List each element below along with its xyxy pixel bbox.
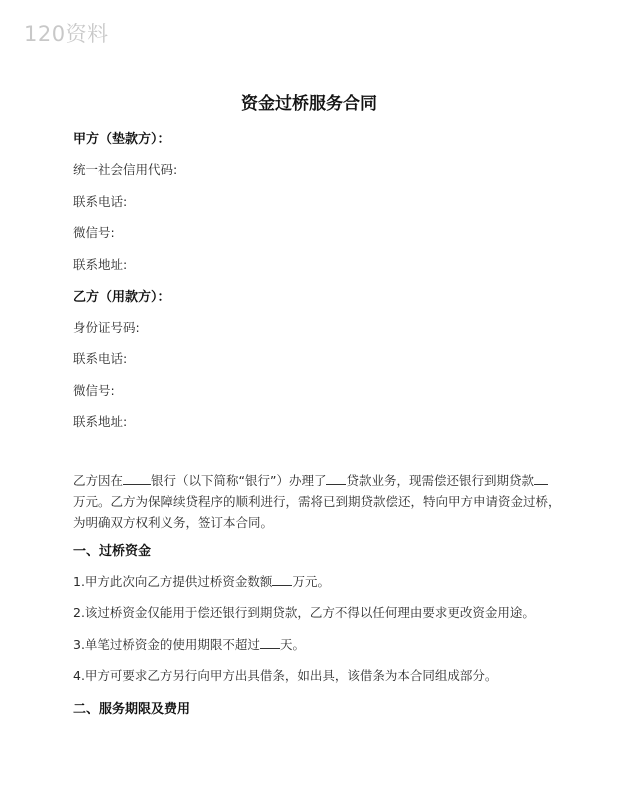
item-1-text-b: 万元。	[292, 574, 330, 589]
term-days-blank	[260, 636, 280, 649]
watermark: 120资料	[24, 22, 109, 46]
item-3-text-b: 天。	[279, 637, 305, 652]
intro-line-2: 万元。乙方为保障续贷程序的顺利进行，需将已到期贷款偿还，特向甲方申请资金过桥，	[73, 494, 561, 509]
intro-text-a: 乙方因在	[73, 473, 124, 488]
party-b-address-label: 联系地址:	[73, 414, 128, 429]
loan-type-blank	[326, 472, 346, 485]
party-a-wechat-label: 微信号:	[73, 225, 115, 240]
party-a-credit-code-label: 统一社会信用代码:	[73, 162, 178, 177]
party-a-phone-label: 联系电话:	[73, 194, 128, 209]
page-title: 资金过桥服务合同	[241, 94, 377, 114]
intro-line-1	[73, 470, 553, 491]
party-b-id-number-label: 身份证号码:	[73, 320, 140, 335]
item-1-text-a: 1.甲方此次向乙方提供过桥资金数额	[73, 574, 273, 589]
item-3-text-a: 3.单笔过桥资金的使用期限不超过	[73, 637, 260, 652]
intro-text-c: 贷款业务，现需偿还银行到期贷款	[346, 473, 534, 488]
bank-name-blank	[123, 472, 151, 485]
party-a-address-label: 联系地址:	[73, 257, 128, 272]
party-a-heading: 甲方（垫款方）：	[73, 132, 171, 147]
bridge-amount-blank	[272, 573, 292, 586]
party-b-wechat-label: 微信号:	[73, 383, 115, 398]
section-1-item-4: 4.甲方可要求乙方另行向甲方出具借条，如出具，该借条为本合同组成部分。	[73, 668, 498, 683]
party-b-heading: 乙方（用款方）：	[73, 290, 171, 305]
section-1-item-2: 2.该过桥资金仅能用于偿还银行到期贷款，乙方不得以任何理由要求更改资金用途。	[73, 605, 535, 620]
intro-text-b: 银行（以下简称“银行”）办理了	[151, 473, 327, 488]
section-2-heading: 二、服务期限及费用	[73, 702, 191, 717]
intro-paragraph	[73, 470, 561, 533]
section-1-heading: 一、过桥资金	[73, 544, 152, 559]
intro-line-3: 为明确双方权利义务，签订本合同。	[73, 515, 274, 530]
loan-amount-blank	[534, 472, 548, 485]
party-b-phone-label: 联系电话:	[73, 351, 128, 366]
section-1-item-1	[73, 572, 330, 590]
section-1-item-3	[73, 635, 305, 653]
